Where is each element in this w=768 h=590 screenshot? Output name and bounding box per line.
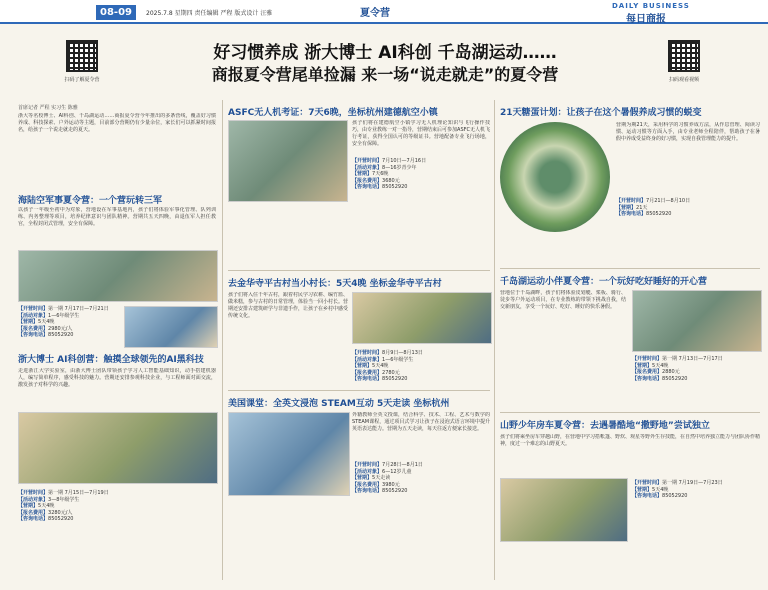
byline: 首席记者 严程 实习生 陈雅 <box>18 105 78 111</box>
story-photo <box>18 412 218 484</box>
story-divider <box>228 390 490 391</box>
info-line: 【开营时间】7月21日—8月10日 <box>616 198 691 204</box>
story-text: 营地位于千岛湖畔，孩子们将体验皮划艇、桨板、骑行、徒步等户外运动项目，在专业教练的带领下挑战自我，结交新朋友，享受一个玩好、吃好、睡好的快乐暑假。 <box>500 290 626 310</box>
headline-line2: 商报夏令营尾单捡漏 来一场“说走就走”的夏令营 <box>211 65 559 84</box>
story-text: 外籍教师全英文授课，结合科学、技术、工程、艺术与数学的STEAM课程，通过项目式学习让孩子在浸泡式语言环境中提升英语表达能力。营期为五天走读，每天往返方便家长接送。 <box>352 412 490 432</box>
info-line: 【咨询电话】85052920 <box>352 376 408 382</box>
info-line: 【活动对象】3—8年级学生 <box>18 496 80 503</box>
info-line: 【开营时间】第一期 7月19日—7月23日 <box>632 480 723 486</box>
column-divider <box>494 100 495 580</box>
info-box <box>352 350 490 383</box>
story-text: 以孩子一年级至初中为对象，营地设在军事基地内，孩子们将体验军事化管理、队列训练、内务整理等项目，培养纪律意识与团队精神。营期共五天四晚，由退伍军人担任教官，全程封闭式管理，安全有保障。 <box>18 207 216 227</box>
info-line: 【活动对象】1—6年级学生 <box>18 312 80 319</box>
info-box <box>18 490 216 523</box>
info-line: 【活动对象】6—12岁儿童 <box>352 468 412 475</box>
story-text: 孩子们将在建德航空小镇学习无人机理论知识与飞行操作技巧，由专业教练一对一指导，营期结束后可参加ASFC无人机飞行考证，获得全国认可的等级证书。营地配备专业飞行场地，安全有保障。 <box>352 120 490 147</box>
lead-text: 浙大等名校博士、AI科创、千岛湖运动……商报夏令营今年推出的多条营线，覆盖好习惯养成、科技探索、户外运动等主题，目前部分营期仍有少量余位，家长们可以抓紧时间报名，给孩子一个说走就走的夏天。 <box>18 113 216 133</box>
info-line: 【营期】7天6晚 <box>352 171 389 177</box>
story-photo <box>18 250 218 302</box>
info-box <box>18 306 118 339</box>
info-line: 【咨询电话】85052920 <box>632 493 688 499</box>
info-line: 【开营时间】7月10日—7月16日 <box>352 158 427 164</box>
info-line: 【咨询电话】85052920 <box>352 488 408 494</box>
info-box <box>632 356 760 382</box>
story-text: 孩子们将入住千年古村，跟着村民学习农耕、编竹篮、做米糕，参与古村的日常管理，体验当一回小村长。营期还安排古建筑研学与非遗手作，让孩子在乡村中感受传统文化。 <box>228 292 348 319</box>
story-photo <box>228 412 350 496</box>
info-line: 【报名费用】2780元 <box>352 369 400 376</box>
story-photo <box>228 120 348 202</box>
story-title: 21天糖蛋计划：让孩子在这个暑假养成习惯的蜕变 <box>500 108 702 118</box>
info-box <box>632 480 760 500</box>
info-line: 【报名费用】2880元 <box>632 369 680 375</box>
qr-label-right: 扫码观看视频 <box>668 77 699 83</box>
info-line: 【报名费用】3980元 <box>352 481 400 488</box>
qr-code-right[interactable] <box>668 40 700 72</box>
info-line: 【营期】5天4晚 <box>352 363 389 369</box>
info-line: 【咨询电话】85052920 <box>352 184 408 190</box>
info-line: 【咨询电话】85052920 <box>616 211 672 217</box>
info-line: 【活动对象】1—6年级学生 <box>352 356 414 363</box>
info-line: 【开营时间】第一期 7月15日—7月19日 <box>18 490 109 496</box>
story-title: 浙大博士 AI科创营：触摸全球领先的AI黑科技 <box>18 355 204 365</box>
info-line: 【营期】5天4晚 <box>18 319 55 325</box>
info-line: 【咨询电话】85052920 <box>632 375 688 382</box>
info-line: 【报名费用】3680元 <box>352 177 400 184</box>
story-photo <box>500 478 628 542</box>
story-text-continued <box>228 500 348 570</box>
story-text: 孩子们将乘坐房车穿越山野，在营地中学习搭帐篷、野炊、观星等野外生存技能，在自然中培养独立能力与团队协作精神，度过一个难忘的山野夏天。 <box>500 434 760 447</box>
info-line: 【营期】5天走读 <box>352 475 391 481</box>
story-title: 美国课堂：全英文浸泡 STEAM互动 5天走读 坐标杭州 <box>228 399 450 409</box>
paper-name-cn: 每日商报 <box>626 14 666 25</box>
column-divider <box>222 100 223 580</box>
info-line: 【活动对象】8—16岁青少年 <box>352 164 417 171</box>
info-line: 【开营时间】第一期 7月17日—7月21日 <box>18 306 109 312</box>
paper-name-en: DAILY BUSINESS <box>612 2 690 10</box>
info-line: 【报名费用】3280元/人 <box>18 509 73 516</box>
info-line: 【咨询电话】85052920 <box>18 332 74 338</box>
story-divider <box>500 412 760 413</box>
info-line: 【营期】21天 <box>616 204 648 211</box>
info-line: 【开营时间】8月9日—8月13日 <box>352 350 423 356</box>
info-line: 【开营时间】第一期 7月13日—7月17日 <box>632 356 723 362</box>
story-photo <box>352 292 492 344</box>
story-text: 走进浙江大学实验室，由浙大博士团队带领孩子学习人工智能基础知识，动手搭建机器人，编写简单程序，感受科技的魅力。营期还安排参观科技企业，与工程师面对面交流，激发孩子对科学的兴趣。 <box>18 368 216 388</box>
story-title: 去金华寺平古村当小村长：5天4晚 坐标金华寺平古村 <box>228 279 442 289</box>
info-line: 【营期】5天4晚 <box>632 362 669 369</box>
story-title: ASFC无人机考证：7天6晚，坐标杭州建德航空小镇 <box>228 108 438 118</box>
info-line: 【营期】5天4晚 <box>632 486 669 493</box>
story-photo <box>124 306 218 348</box>
story-divider <box>228 270 490 271</box>
dateline: 2025.7.8 星期四 责任编辑 严程 版式设计 汪雅 <box>146 10 273 17</box>
info-line: 【报名费用】2980元/人 <box>18 325 73 332</box>
story-text: 营期为期21天，采用科学的习惯养成方法，从作息管理、阅读习惯、运动习惯等方面入手，由专业老师全程陪伴，帮助孩子在暑假中养成受益终身的好习惯，实现自我管理能力的提升。 <box>616 122 760 142</box>
story-title: 山野少年房车夏令营：去遇暑酷地“撒野地”尝试独立 <box>500 421 710 431</box>
info-line: 【营期】5天4晚 <box>18 503 55 509</box>
info-line: 【开营时间】7月28日—8月1日 <box>352 462 423 468</box>
headline-line1: 好习惯养成 浙大博士 AI科创 千岛湖运动…… <box>213 43 557 63</box>
qr-label-left: 扫码了解夏令营 <box>64 77 100 83</box>
info-box <box>616 198 760 218</box>
info-box <box>352 158 490 191</box>
info-line: 【咨询电话】85052920 <box>18 516 74 522</box>
section-title: 夏令营 <box>360 8 390 19</box>
story-title: 千岛湖运动小伴夏令营：一个玩好吃好睡好的开心营 <box>500 277 708 287</box>
story-photo <box>632 290 762 352</box>
story-title: 海陆空军事夏令营：一个营玩转三军 <box>18 196 163 206</box>
page-number: 08-09 <box>96 5 136 20</box>
story-divider <box>500 268 760 269</box>
story-photo <box>500 122 610 232</box>
info-box <box>352 462 490 495</box>
qr-code-left[interactable] <box>66 40 98 72</box>
